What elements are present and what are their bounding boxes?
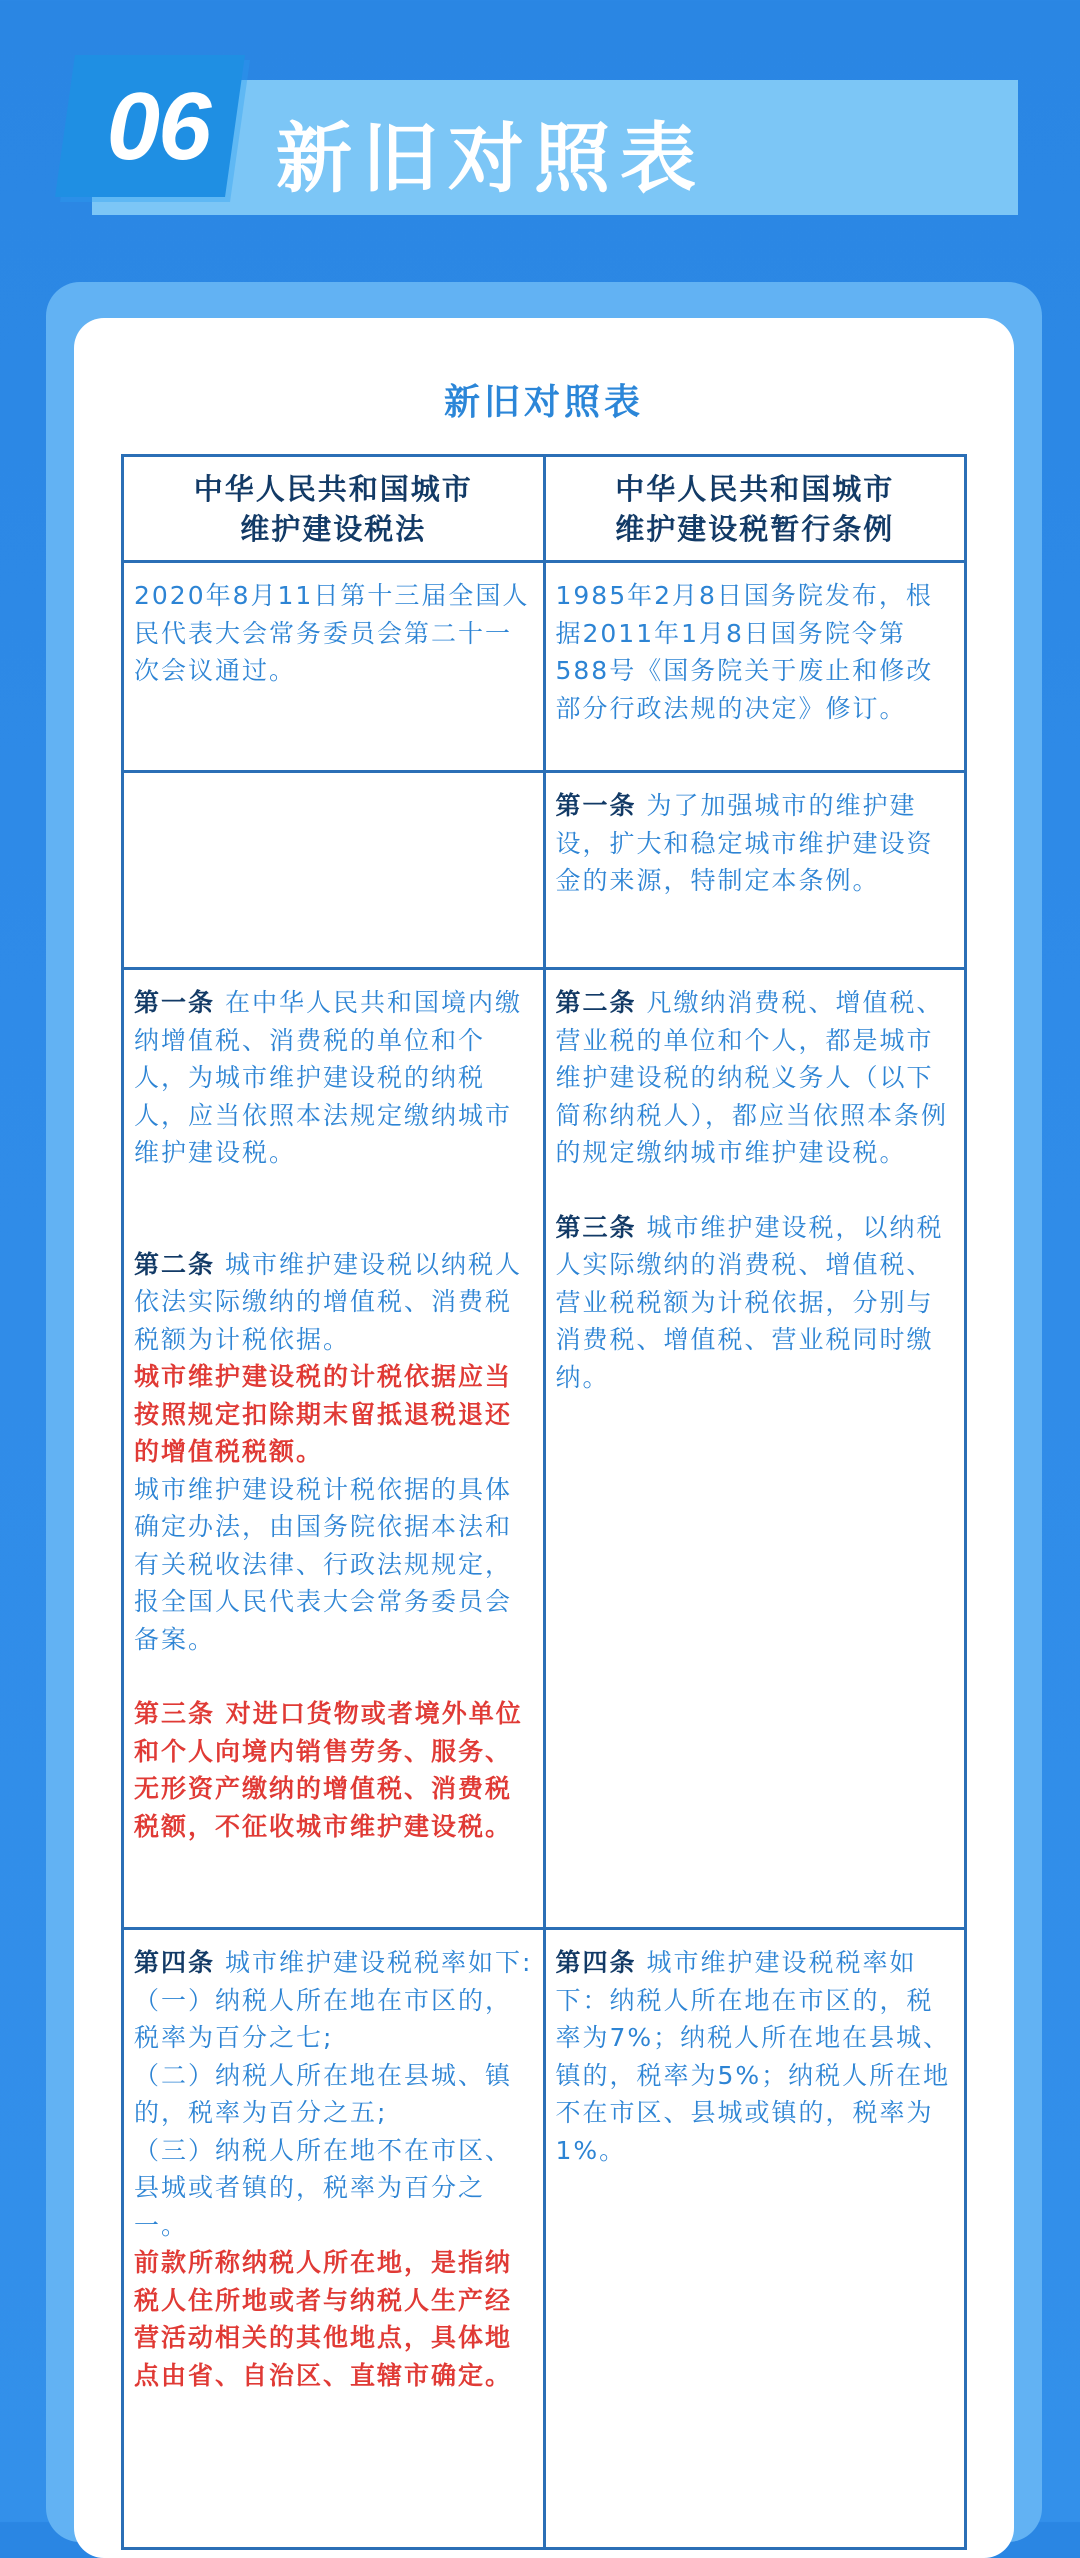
table-row [123,562,966,772]
article-label: 第三条 [555,1212,637,1242]
new-law-article-4 [123,1929,545,2549]
new-law-article-2-change: 城市维护建设税的计税依据应当按照规定扣除期末留抵退税退还的增值税税额。 [134,1362,513,1466]
old-regulation-articles-2-3 [544,969,966,1929]
table-header-row [123,456,966,562]
card-title: 新旧对照表 [443,382,644,423]
table-row [123,772,966,969]
table-row [123,1929,966,2549]
rate-item-3: （三）纳税人所在地不在市区、县城或者镇的，税率为百分之一。 [134,2135,513,2240]
article-label: 第一条 [134,988,216,1017]
new-law-article-3 [134,1695,533,1845]
old-regulation-article-1 [544,772,966,969]
comparison-table [121,454,967,2550]
old-regulation-article-4 [544,1929,966,2549]
old-regulation-intro: 1985年2月8日国务院发布，根据2011年1月8日国务院令第588号《国务院关于废止和修改部分行政法规的决定》修订。 [544,562,966,772]
rate-item-1: （一）纳税人所在地在市区的，税率为百分之七; [134,1985,513,2052]
new-law-article-1 [134,984,533,1172]
new-law-article-2 [134,1246,533,1359]
old-regulation-article-3 [556,1209,955,1397]
article-text: 凡缴纳消费税、增值税、营业税的单位和个人，都是城市维护建设税的纳税义务人（以下简称纳税人），都应当依照本条例的规定缴纳城市维护建设税。 [555,988,949,1167]
article-text: 城市维护建设税税率如下：纳税人所在地在市区的，税率为7%；纳税人所在地在县城、镇的，税率为5%；纳税人所在地不在市区、县城或镇的，税率为1%。 [555,1948,951,2165]
article-label: 第三条 [134,1699,216,1728]
rate-item-2: （二）纳税人所在地在县城、镇的，税率为百分之五; [134,2060,513,2127]
article-text: 对进口货物或者境外单位和个人向境内销售劳务、服务、无形资产缴纳的增值税、消费税税额，不征收城市维护建设税。 [134,1699,523,1841]
article-text: 城市维护建设税以纳税人依法实际缴纳的增值税、消费税税额为计税依据。 [134,1249,522,1354]
article-text: 在中华人民共和国境内缴纳增值税、消费税的单位和个人，为城市维护建设税的纳税人，应当依照本法规定缴纳城市维护建设税。 [134,988,522,1167]
article-label: 第四条 [555,1948,637,1977]
article-label: 第二条 [134,1249,216,1279]
column-header-new-law: 中华人民共和国城市 维护建设税法 [123,456,545,562]
old-regulation-article-2 [556,984,955,1172]
new-law-empty-cell [123,772,545,969]
article-label: 第二条 [555,988,637,1017]
new-law-article-4-change: 前款所称纳税人所在地，是指纳税人住所地或者与纳税人生产经营活动相关的其他地点，具体地点由省、自治区、直辖市确定。 [134,2248,513,2390]
article-label: 第四条 [134,1948,216,1977]
article-label: 第一条 [555,791,637,820]
article-text: 城市维护建设税税率如下: [224,1948,533,1977]
article-text: 城市维护建设税，以纳税人实际缴纳的消费税、增值税、营业税税额为计税依据，分别与消费税、增值税、营业税同时缴纳。 [555,1212,944,1392]
new-law-article-2-tail: 城市维护建设税计税依据的具体确定办法，由国务院依据本法和有关税收法律、行政法规规定，报全国人民代表大会常务委员会备案。 [134,1474,513,1654]
table-row [123,969,966,1929]
column-header-old-regulation: 中华人民共和国城市 维护建设税暂行条例 [544,456,966,562]
section-number: 06 [106,73,210,180]
new-law-intro: 2020年8月11日第十三届全国人民代表大会常务委员会第二十一次会议通过。 [123,562,545,772]
new-law-articles-1-3 [123,969,545,1929]
section-title: 新旧对照表 [276,114,706,203]
comparison-card [74,318,1014,2558]
article-text: 为了加强城市的维护建设，扩大和稳定城市维护建设资金的来源，特制定本条例。 [555,791,934,895]
